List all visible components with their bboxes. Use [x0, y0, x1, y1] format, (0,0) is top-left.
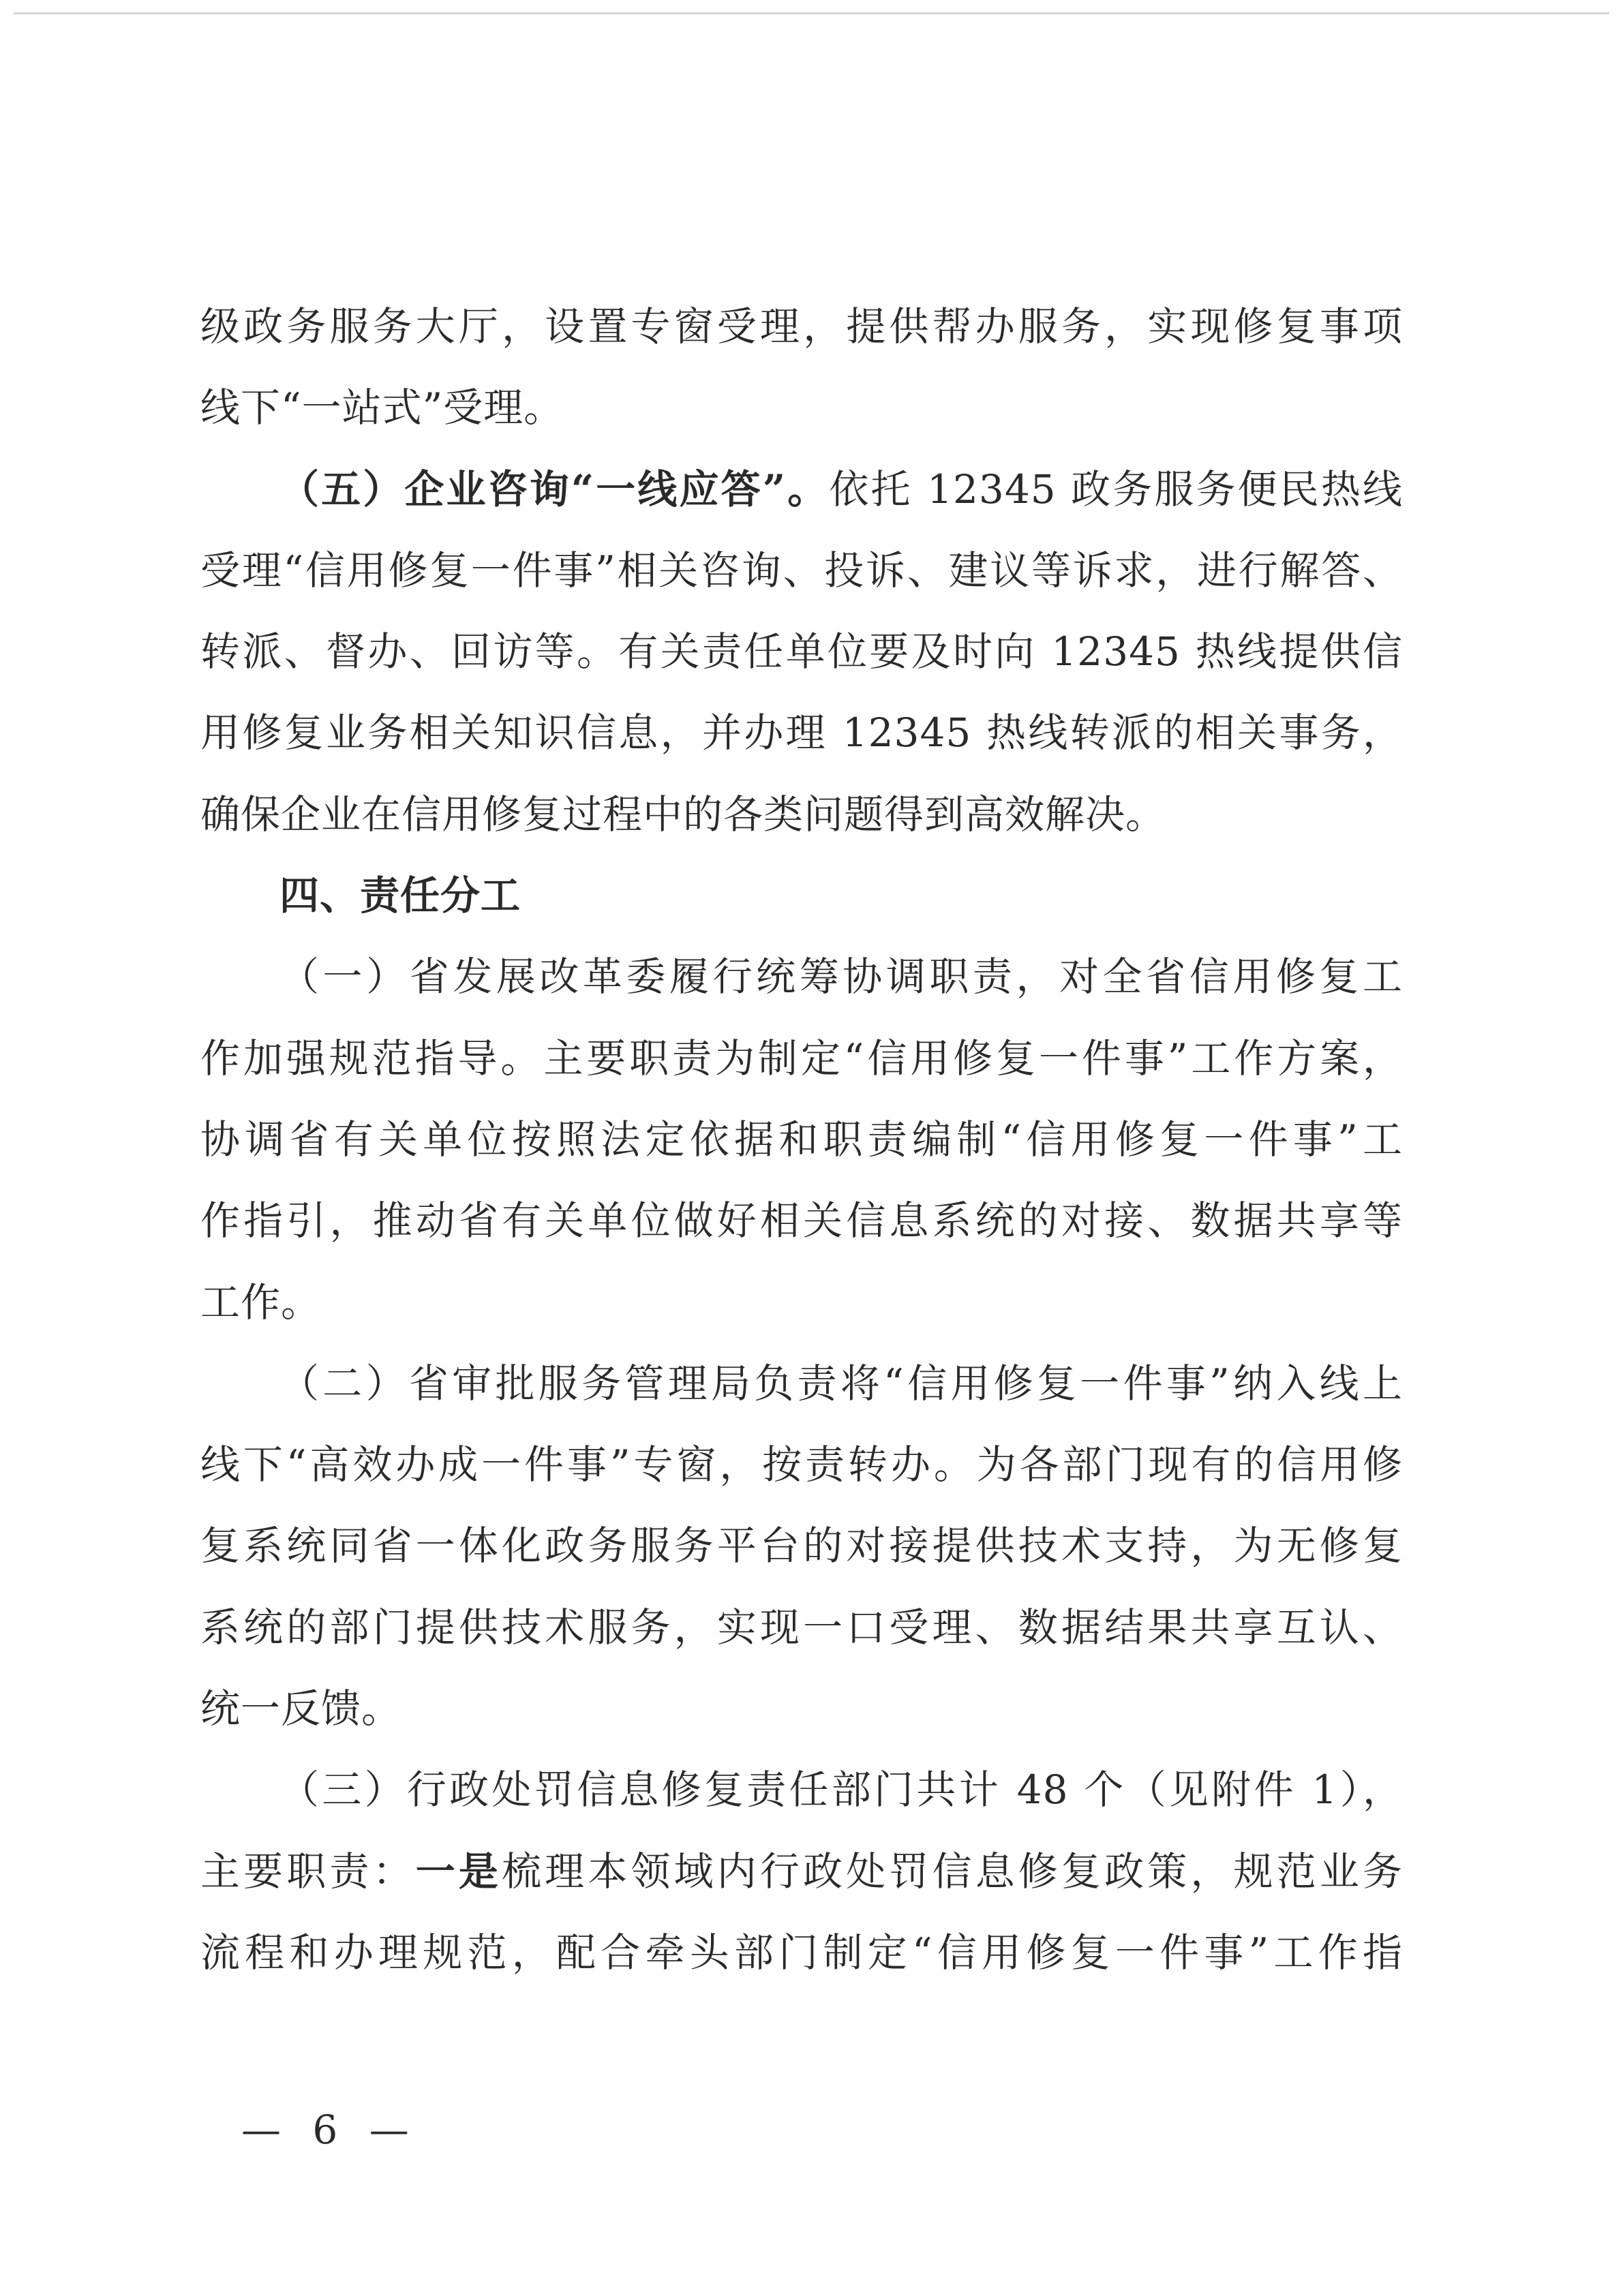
text-line [200, 1018, 1403, 1099]
text-segment: （一）省发展改革委履行统筹协调职责，对全省信用修复工 [279, 953, 1403, 1000]
text-line [200, 774, 1403, 855]
text-segment: 统一反馈。 [200, 1685, 402, 1732]
text-segment: 主要职责： [200, 1848, 416, 1895]
text-segment: 确保企业在信用修复过程中的各类问题得到高效解决。 [200, 791, 1166, 838]
text-line [200, 1343, 1403, 1424]
text-line [200, 1749, 1403, 1831]
text-line [200, 449, 1403, 530]
text-segment: 依托 12345 政务服务便民热线 [829, 465, 1403, 512]
text-segment: 复系统同省一体化政务服务平台的对接提供技术支持，为无修复 [200, 1522, 1403, 1570]
text-line [200, 1424, 1403, 1505]
text-segment: 受理“信用修复一件事”相关咨询、投诉、建议等诉求，进行解答、 [200, 547, 1403, 594]
text-line [200, 1505, 1403, 1587]
text-segment: 作加强规范指导。主要职责为制定“信用修复一件事”工作方案， [200, 1035, 1403, 1082]
text-segment: 梳理本领域内行政处罚信息修复政策，规范业务 [502, 1848, 1403, 1895]
text-line [200, 1180, 1403, 1261]
text-line [200, 1587, 1403, 1668]
text-segment: 线下“高效办成一件事”专窗，按责转办。为各部门现有的信用修 [200, 1441, 1403, 1488]
text-line [200, 367, 1403, 448]
document-body [200, 286, 1403, 1993]
text-segment: （三）行政处罚信息修复责任部门共计 48 个（见附件 1）， [279, 1766, 1403, 1813]
text-line [200, 1262, 1403, 1343]
text-line [200, 1099, 1403, 1180]
text-segment: 工作。 [200, 1279, 322, 1326]
text-segment: 协调省有关单位按照法定依据和职责编制“信用修复一件事”工 [200, 1116, 1403, 1163]
text-line [200, 286, 1403, 367]
text-segment: 级政务服务大厅，设置专窗受理，提供帮办服务，实现修复事项 [200, 303, 1403, 350]
text-segment: 作指引，推动省有关单位做好相关信息系统的对接、数据共享等 [200, 1197, 1403, 1244]
section-heading: 四、责任分工 [279, 872, 521, 919]
bold-text: 一是 [415, 1848, 502, 1895]
text-line [200, 855, 1403, 936]
text-segment: 流程和办理规范，配合牵头部门制定“信用修复一件事”工作指 [200, 1929, 1403, 1976]
text-line [200, 936, 1403, 1017]
text-segment: 线下“一站式”受理。 [200, 384, 564, 431]
text-segment: （二）省审批服务管理局负责将“信用修复一件事”纳入线上 [279, 1360, 1403, 1407]
text-line [200, 1668, 1403, 1749]
text-line [200, 1912, 1403, 1993]
text-segment: 系统的部门提供技术服务，实现一口受理、数据结果共享互认、 [200, 1604, 1403, 1651]
text-segment: 用修复业务相关知识信息，并办理 12345 热线转派的相关事务， [200, 709, 1403, 756]
text-line [200, 1831, 1403, 1912]
scan-edge-line [14, 12, 1609, 14]
page-number: — 6 — [241, 2107, 419, 2153]
bold-text: （五）企业咨询“一线应答”。 [279, 465, 830, 512]
text-line [200, 611, 1403, 692]
text-line [200, 692, 1403, 774]
text-line [200, 530, 1403, 611]
text-segment: 转派、督办、回访等。有关责任单位要及时向 12345 热线提供信 [200, 628, 1403, 675]
